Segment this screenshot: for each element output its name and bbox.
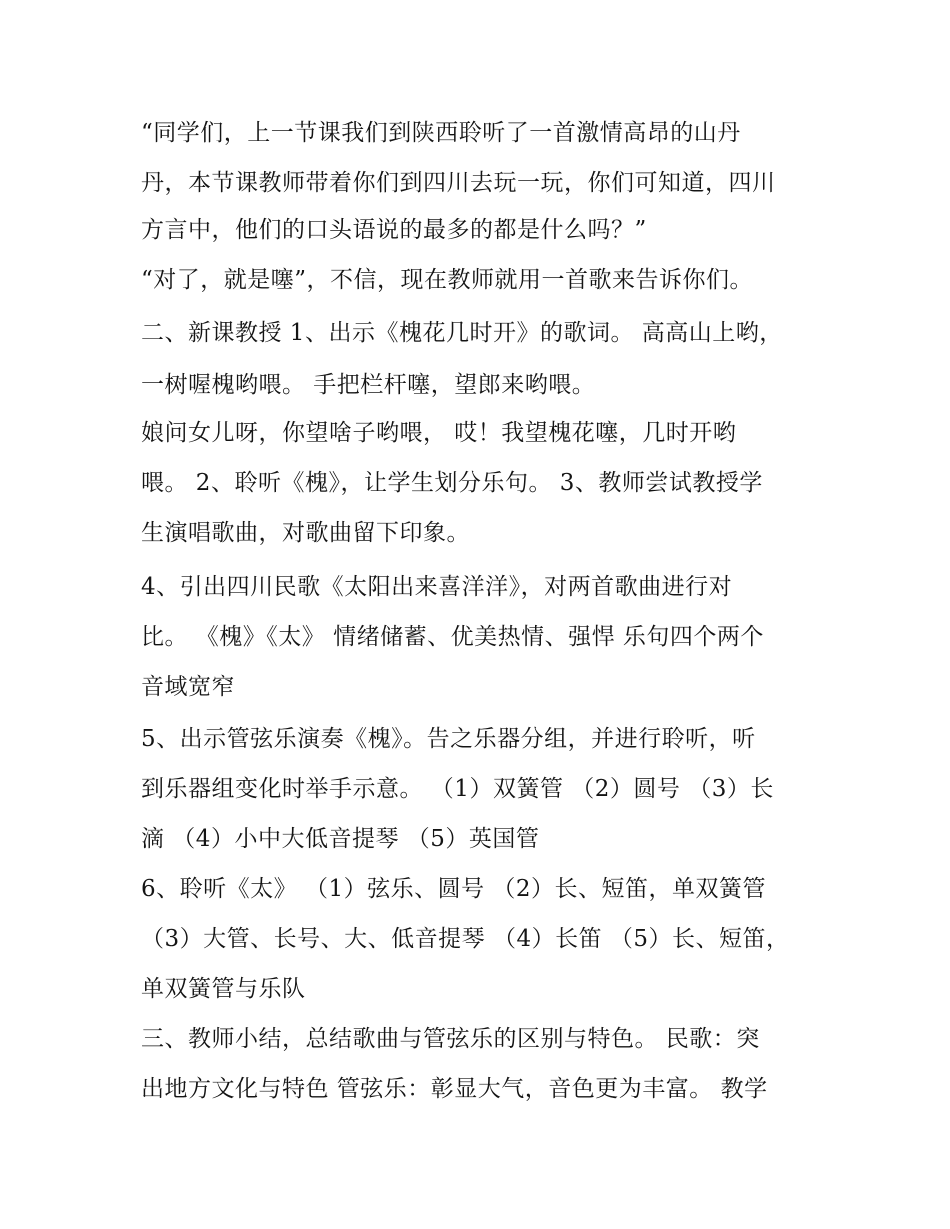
text-line: 丹，本节课教师带着你们到四川去玩一玩，你们可知道，四川 — [141, 170, 776, 196]
text-line: 滴 （4）小中大低音提琴 （5）英国管 — [141, 826, 540, 852]
text-line: 二、新课教授 1、出示《槐花几时开》的歌词。 高高山上哟， — [141, 320, 783, 346]
text-line: “对了，就是噻”，不信，现在教师就用一首歌来告诉你们。 — [141, 267, 754, 293]
text-line: 5、出示管弦乐演奏《槐》。告之乐器分组，并进行聆听，听 — [141, 726, 756, 752]
text-line: 6、聆听《太》 （1）弦乐、圆号 （2）长、短笛，单双簧管 — [141, 876, 767, 902]
text-line: 音域宽窄 — [141, 674, 235, 700]
text-line: 单双簧管与乐队 — [141, 976, 306, 1002]
text-line: 出地方文化与特色 管弦乐：彰显大气，音色更为丰富。 教学 — [141, 1076, 768, 1102]
text-line: 三、教师小结，总结歌曲与管弦乐的区别与特色。 民歌：突 — [141, 1026, 760, 1052]
text-line: 喂。 2、聆听《槐》，让学生划分乐句。 3、教师尝试教授学 — [141, 470, 763, 496]
text-line: 方言中，他们的口头语说的最多的都是什么吗？” — [141, 217, 647, 243]
text-line: 生演唱歌曲，对歌曲留下印象。 — [141, 520, 470, 546]
text-line: 4、引出四川民歌《太阳出来喜洋洋》，对两首歌曲进行对 — [141, 574, 733, 600]
text-line: 娘问女儿呀，你望啥子哟喂， 哎！我望槐花噻，几时开哟 — [141, 420, 737, 446]
text-line: “同学们，上一节课我们到陕西聆听了一首激情高昂的山丹 — [141, 120, 741, 146]
text-line: 比。 《槐》《太》 情绪储蓄、优美热情、强悍 乐句四个两个 — [141, 624, 764, 650]
text-line: 到乐器组变化时举手示意。 （1）双簧管 （2）圆号 （3）长 — [141, 776, 774, 802]
text-line: （3）大管、长号、大、低音提琴 （4）长笛 （5）长、短笛， — [141, 926, 790, 952]
text-line: 一树喔槐哟喂。 手把栏杆噻，望郎来哟喂。 — [141, 372, 596, 398]
